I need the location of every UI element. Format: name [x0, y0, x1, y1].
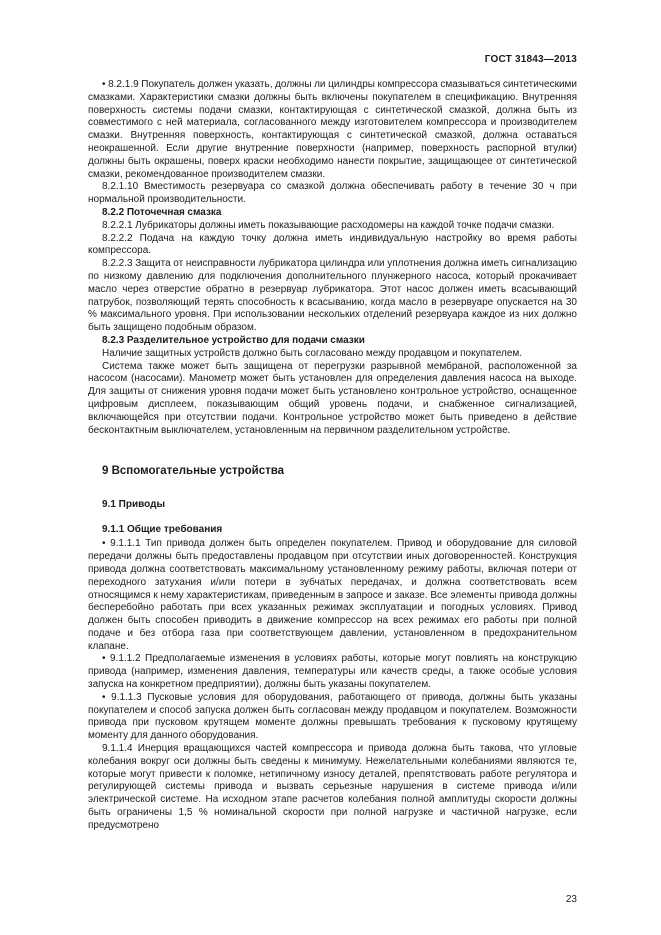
clause-8-2-3-text-2: Система также может быть защищена от перегрузки разрывной мембраной, расположенной за насосом (насосами). Манометр может быть установлен для определения давления насоса на выходе. Для защиты от снижения уровня подачи может быть установлено контрольное устройство, оснащенное цифровым дисплеем, показывающим общий уровень подачи, и снабженное сигнализацией, включающейся при отсутствии подачи. Контрольное устройство может быть приведено в действие бесконтактным выключателем, установленным на первичном разделительном устройстве. — [88, 360, 577, 436]
clause-8-2-2-2: 8.2.2.2 Подача на каждую точку должна иметь индивидуальную настройку во время работы компрессора. — [88, 232, 577, 257]
page-header — [88, 54, 577, 65]
gost-number: ГОСТ 31843—2013 — [484, 54, 577, 65]
clause-9-1-1-2: • 9.1.1.2 Предполагаемые изменения в условиях работы, которые могут повлиять на конструкцию привода (например, изменения давления, температуры или качеств среды, а также особые условия запуска на конкретном предприятии), должны быть указаны покупателем. — [88, 653, 577, 691]
heading-8-2-2: 8.2.2 Поточечная смазка — [102, 206, 222, 218]
clause-8-2-1-9: • 8.2.1.9 Покупатель должен указать, должны ли цилиндры компрессора смазываться синтетическими смазками. Характеристики смазки должны быть включены покупателем в спецификацию. Внутренняя поверхность системы подачи смазки, контактирующая с синтетической смазкой, должна быть из совместимого с ней материала, согласованного между изготовителем компрессора и производителем смазки. Внутренняя поверхность, контактирующая с синтетической смазкой, должна оставаться неокрашенной. Если другие внутренние поверхности (например, поверхность распорной втулки) должны быть окрашены, поверх краски необходимо нанести покрытие, защищающее от синтетической смазки, рекомендованное производителем смазки. — [88, 79, 577, 180]
clause-9-1-1-1: • 9.1.1.1 Тип привода должен быть определен покупателем. Привод и оборудование для силовой передачи должны быть предоставлены продавцом при отсутствии иных договоренностей. Конструкция привода должна соответствовать максимальному установленному режиму работы, включая потери от переходного затухания и/или потери в зубчатых передачах, и должна соответствовать всем относящимся к нему характеристикам, приведенным в запросе и заказе. Все элементы привода должны бесперебойно работать при всех указанных режимах эксплуатации и погодных условиях. Привод должен быть способен приводить в движение компрессор на всех режимах его работы при полной подаче и без отбора газа при соответствующем давлении, установленном в предохранительном клапане. — [88, 538, 577, 652]
page-footer — [88, 894, 577, 905]
page-content — [88, 79, 577, 833]
clause-9-1-1-4: 9.1.1.4 Инерция вращающихся частей компрессора и привода должна быть такова, что угловые колебания вокруг оси должны быть сведены к минимуму. Нежелательными колебаниями являются те, которые могут привести к поломке, нетипичному износу деталей, препятствовать работе регулятора и регулирующей системы привода и вызвать серьезные нарушения в системе привода и/или электрической системе. На исходном этапе расчетов колебания полной амплитуды скорости должны быть ограничены 1,5 % номинальной скорости при полной нагрузке и частичной нагрузке, если предусмотрено — [88, 743, 577, 831]
clause-8-2-1-10: 8.2.1.10 Вместимость резервуара со смазкой должна обеспечивать работу в течение 30 ч при нормальной производительности. — [88, 181, 577, 206]
clause-8-2-2-1: 8.2.2.1 Лубрикаторы должны иметь показывающие расходомеры на каждой точке подачи смазки. — [102, 219, 555, 231]
clause-8-2-3-text-1: Наличие защитных устройств должно быть согласовано между продавцом и покупателем. — [102, 347, 523, 359]
page-number: 23 — [565, 894, 577, 905]
clause-8-2-2-3: 8.2.2.3 Защита от неисправности лубрикатора цилиндра или уплотнения должна иметь сигнализацию по низкому давлению для подключения дополнительного плунжерного насоса, который прокачивает масло через отверстие обратно в резервуар лубрикатора. Этот насос должен иметь всасывающий патрубок, позволяющий терять способность к всасыванию, когда масло в резервуаре опускается на 30 % максимального уровня. При использовании нескольких отделений резервуара каждое из них должно быть защищено подобным образом. — [88, 258, 577, 334]
clause-9-1-1-3: • 9.1.1.3 Пусковые условия для оборудования, работающего от привода, должны быть указаны покупателем и способ запуска должен быть согласован между продавцом и покупателем. Возможности привода при пусковом крутящем моменте должны превышать требования к пусковому крутящему моменту для данного оборудования. — [88, 691, 577, 742]
heading-9-1-1: 9.1.1 Общие требования — [102, 524, 223, 536]
section-heading-9: 9 Вспомогательные устройства — [102, 465, 285, 478]
heading-9-1: 9.1 Приводы — [102, 499, 166, 511]
heading-8-2-3: 8.2.3 Разделительное устройство для подачи смазки — [102, 334, 365, 346]
